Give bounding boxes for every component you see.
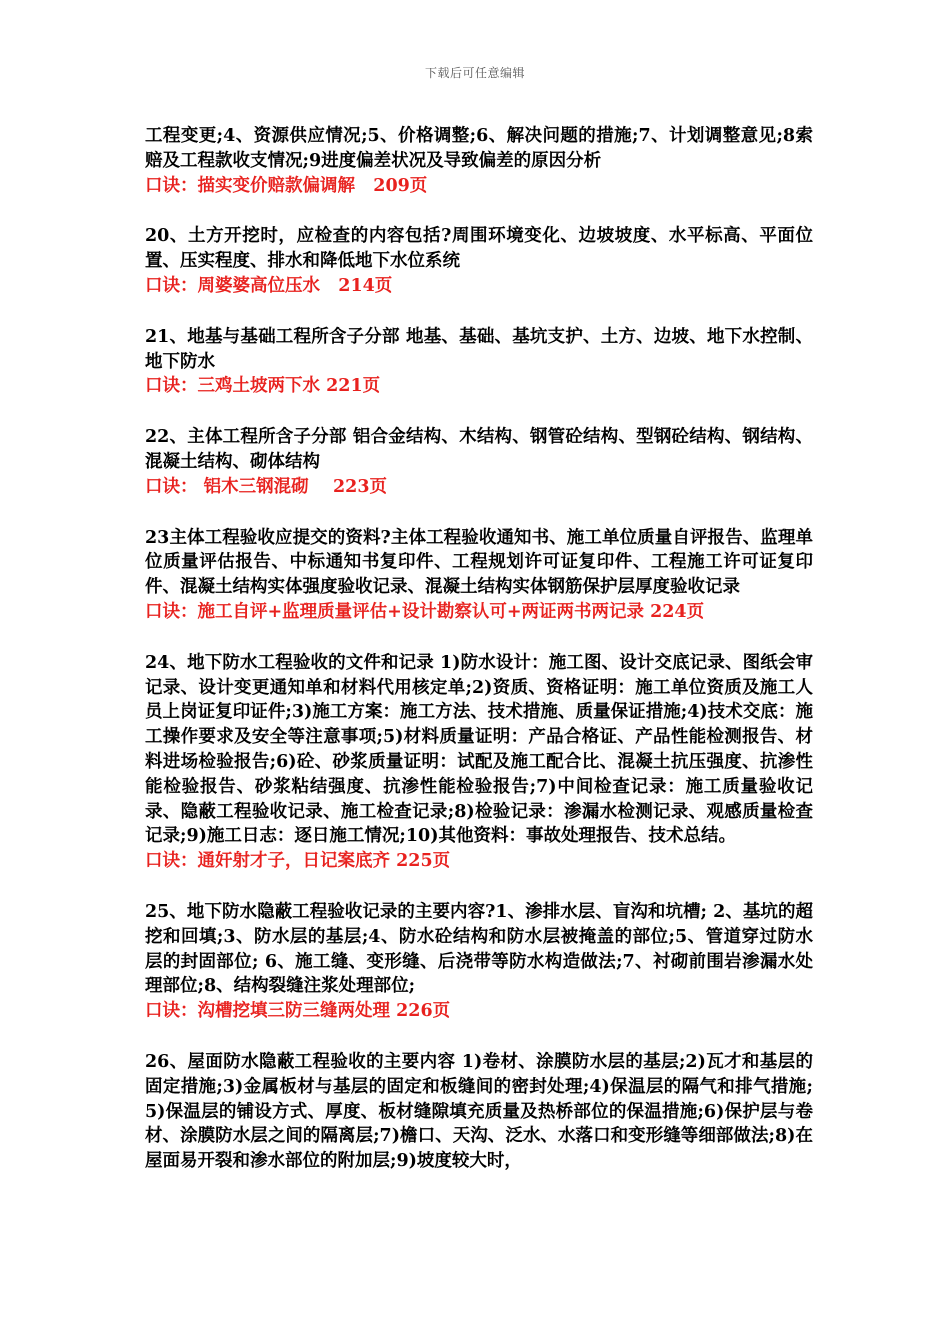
entry-text: 25、地下防水隐蔽工程验收记录的主要内容?1、渗排水层、盲沟和坑槽; 2、基坑的超挖和回填;3、防水层的基层;4、防水砼结构和防水层被掩盖的部位;5、管道穿过防水层的封固部位; 6、施工缝、变形缝、后浇带等防水构造做法;7、衬砌前围岩渗漏水处理部位;8、结构裂缝注浆处理部位;	[145, 901, 813, 997]
entry-22	[145, 425, 813, 499]
entry-23	[145, 526, 813, 625]
mnemonic-line: 口诀：通奸射才子，日记案底齐 225页	[145, 851, 451, 872]
entry-20	[145, 224, 813, 298]
document-body	[145, 124, 813, 1200]
entry-text: 24、地下防水工程验收的文件和记录 1)防水设计：施工图、设计交底记录、图纸会审记录、设计变更通知单和材料代用核定单;2)资质、资格证明：施工单位资质及施工人员上岗证复印证件;3)施工方案：施工方法、技术措施、质量保证措施;4)技术交底：施工操作要求及安全等注意事项;5)材料质量证明：产品合格证、产品性能检测报告、材料进场检验报告;6)砼、砂浆质量证明：试配及施工配合比、混凝土抗压强度、抗渗性能检验报告、砂浆粘结强度、抗渗性能检验报告;7)中间检查记录：施工质量验收记录、隐蔽工程验收记录、施工检查记录;8)检验记录：渗漏水检测记录、观感质量检查记录;9)施工日志：逐日施工情况;10)其他资料：事故处理报告、技术总结。	[145, 652, 813, 847]
mnemonic-line: 口诀：周婆婆高位压水 214页	[145, 275, 393, 296]
mnemonic-line: 口诀：沟槽挖填三防三缝两处理 226页	[145, 1001, 451, 1022]
entry-text: 20、土方开挖时，应检查的内容包括?周围环境变化、边坡坡度、水平标高、平面位置、压实程度、排水和降低地下水位系统	[145, 226, 813, 272]
entry-text: 21、地基与基础工程所含子分部 地基、基础、基坑支护、土方、边坡、地下水控制、地下防水	[145, 326, 813, 372]
mnemonic-line: 口诀：三鸡土坡两下水 221页	[145, 376, 381, 397]
mnemonic-line: 口诀： 铝木三钢混砌 223页	[145, 476, 387, 497]
entry-21	[145, 325, 813, 399]
mnemonic-line: 口诀：描实变价赔款偏调解 209页	[145, 175, 428, 196]
entry-26	[145, 1050, 813, 1174]
entry-19-continued	[145, 124, 813, 198]
entry-text: 22、主体工程所含子分部 铝合金结构、木结构、钢管砼结构、型钢砼结构、钢结构、混凝土结构、砌体结构	[145, 427, 813, 472]
entry-text: 23主体工程验收应提交的资料?主体工程验收通知书、施工单位质量自评报告、监理单位质量评估报告、中标通知书复印件、工程规划许可证复印件、工程施工许可证复印件、混凝土结构实体强度验收记录、混凝土结构实体钢筋保护层厚度验收记录	[145, 527, 813, 598]
entry-24	[145, 651, 813, 874]
entry-text: 工程变更;4、资源供应情况;5、价格调整;6、解决问题的措施;7、计划调整意见;8索赔及工程款收支情况;9进度偏差状况及导致偏差的原因分析	[145, 126, 813, 171]
entry-text: 26、屋面防水隐蔽工程验收的主要内容 1)卷材、涂膜防水层的基层;2)瓦才和基层的固定措施;3)金属板材与基层的固定和板缝间的密封处理;4)保温层的隔气和排气措施;5)保温层的铺设方式、厚度、板材缝隙填充质量及热桥部位的保温措施;6)保护层与卷材、涂膜防水层之间的隔离层;7)檐口、天沟、泛水、水落口和变形缝等细部做法;8)在屋面易开裂和渗水部位的附加层;9)坡度较大时，	[145, 1051, 813, 1172]
entry-25	[145, 900, 813, 1024]
mnemonic-line: 口诀：施工自评+监理质量评估+设计勘察认可+两证两书两记录 224页	[145, 601, 705, 622]
page-header: 下载后可任意编辑	[424, 66, 525, 80]
